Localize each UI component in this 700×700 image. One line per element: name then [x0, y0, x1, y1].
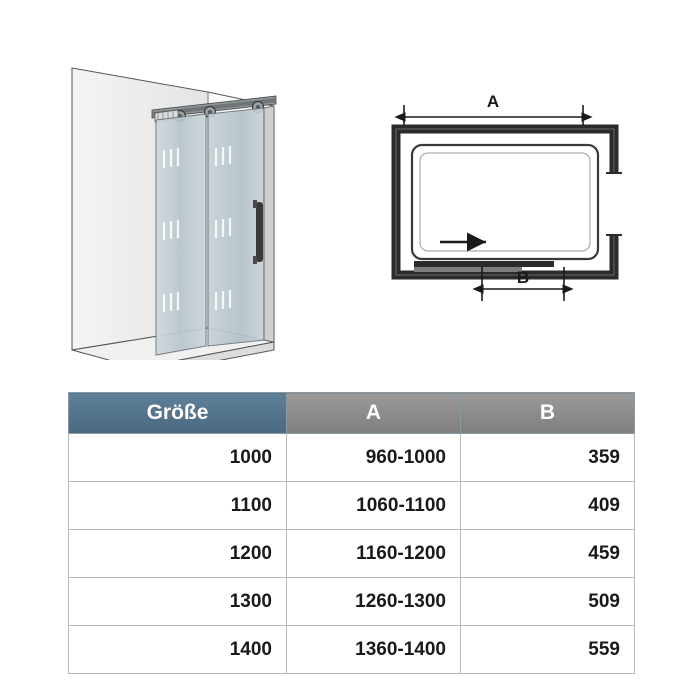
cell-a: 1060-1100 [287, 482, 461, 530]
table-row [69, 530, 635, 578]
table-row [69, 482, 635, 530]
shower-tray-outline [412, 145, 598, 259]
cell-b: 359 [461, 434, 635, 482]
cell-b: 559 [461, 626, 635, 674]
cell-a: 1260-1300 [287, 578, 461, 626]
cell-b: 509 [461, 578, 635, 626]
shower-door-perspective-diagram [60, 50, 300, 360]
table-header [69, 393, 635, 434]
cell-a: 1360-1400 [287, 626, 461, 674]
cell-size: 1100 [69, 482, 287, 530]
table-header-row [69, 393, 635, 434]
cell-size: 1200 [69, 530, 287, 578]
size-table [68, 392, 635, 674]
table-row [69, 626, 635, 674]
table-row [69, 578, 635, 626]
header-a: A [287, 393, 461, 434]
cell-a: 960-1000 [287, 434, 461, 482]
cell-a: 1160-1200 [287, 530, 461, 578]
cell-size: 1400 [69, 626, 287, 674]
cell-b: 409 [461, 482, 635, 530]
cell-size: 1000 [69, 434, 287, 482]
sliding-glass-panel [208, 108, 264, 346]
dimension-a-label: A [486, 95, 500, 111]
right-frame-post [264, 106, 274, 342]
cell-b: 459 [461, 530, 635, 578]
header-size: Größe [69, 393, 287, 434]
header-b: B [461, 393, 635, 434]
dimension-b-label: B [516, 268, 530, 287]
table-body [69, 434, 635, 674]
cell-size: 1300 [69, 578, 287, 626]
fixed-glass-panel [156, 114, 206, 355]
table-row [69, 434, 635, 482]
shower-door-plan-diagram [378, 95, 628, 310]
